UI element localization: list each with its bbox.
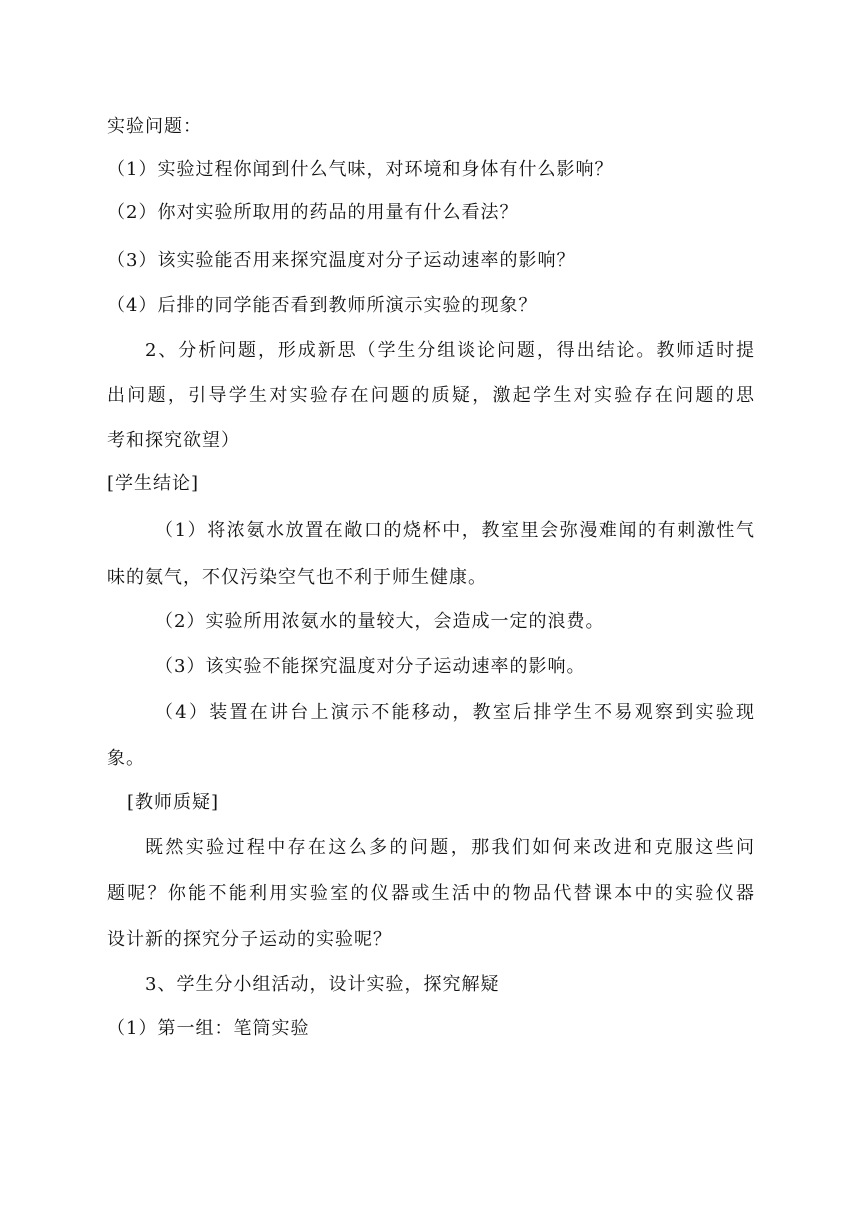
step3: 3、学生分小组活动，设计实验，探究解疑 <box>145 974 500 995</box>
conclusion-2: （2）实验所用浓氨水的量较大，会造成一定的浪费。 <box>155 611 605 632</box>
conclusion-4-line1: （4）装置在讲台上演示不能移动，教室后排学生不易观察到实验现 <box>155 702 755 723</box>
section-title: 实验问题： <box>107 116 202 137</box>
question-2: （2）你对实验所取用的药品的用量有什么看法？ <box>107 202 519 223</box>
teacher-question-line1: 既然实验过程中存在这么多的问题，那我们如何来改进和克服这些问 <box>145 837 755 858</box>
teacher-question-heading: [教师质疑] <box>127 792 220 813</box>
conclusion-3: （3）该实验不能探究温度对分子运动速率的影响。 <box>155 656 586 677</box>
step2-line3: 考和探究欲望） <box>107 430 240 451</box>
teacher-question-line3: 设计新的探究分子运动的实验呢？ <box>107 929 392 950</box>
conclusion-4-line2: 象。 <box>107 748 145 769</box>
conclusion-1-line2: 味的氨气，不仅污染空气也不利于师生健康。 <box>107 567 487 588</box>
question-4: （4）后排的同学能否看到教师所演示实验的现象？ <box>107 295 538 316</box>
teacher-question-line2: 题呢？你能不能利用实验室的仪器或生活中的物品代替课本中的实验仪器 <box>107 883 755 904</box>
student-conclusion-heading: [学生结论] <box>107 473 200 494</box>
step2-line1: 2、分析问题，形成新思（学生分组谈论问题，得出结论。教师适时提 <box>145 340 755 361</box>
question-1: （1）实验过程你闻到什么气味，对环境和身体有什么影响？ <box>107 159 614 180</box>
question-3: （3）该实验能否用来探究温度对分子运动速率的影响？ <box>107 250 576 271</box>
conclusion-1-line1: （1）将浓氨水放置在敞口的烧杯中，教室里会弥漫难闻的有刺激性气 <box>155 520 755 541</box>
step2-line2: 出问题，引导学生对实验存在问题的质疑，激起学生对实验存在问题的思 <box>107 385 755 406</box>
group1-heading: （1）第一组：笔筒实验 <box>107 1018 310 1039</box>
